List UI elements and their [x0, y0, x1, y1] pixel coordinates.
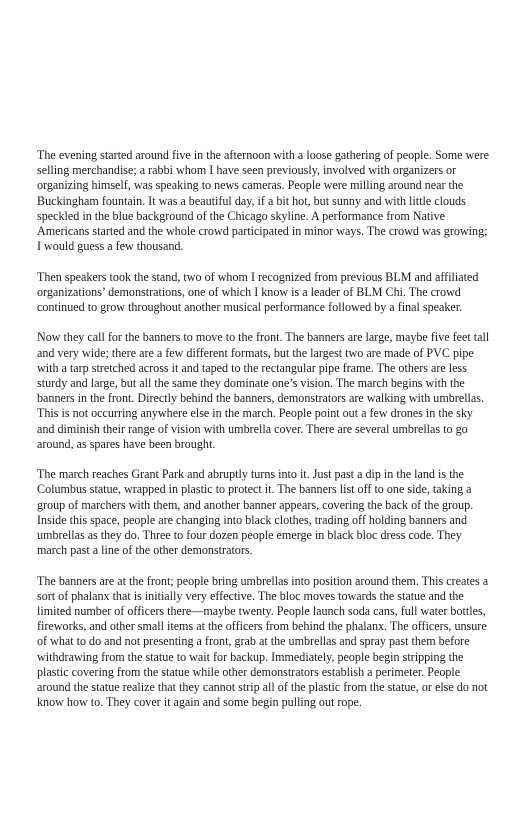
paragraph-5: The banners are at the front; people bring umbrellas into position around them. This creates a sort of phalanx that is initially very effective. The bloc moves towards the statue and the limited number of officers there—maybe twenty. People launch soda cans, full water bottles, fireworks, and other small items at the officers from behind the phalanx. The officers, unsure of what to do and not presenting a front, grab at the umbrellas and spray past them before withdrawing from the statue to wait for backup. Immediately, people begin stripping the plastic covering from the statue while other demonstrators establish a perimeter. People around the statue realize that they cannot strip all of the plastic from the statue, or else do not know how to. They cover it again and some begin pulling out rope. [37, 573, 489, 710]
paragraph-3: Now they call for the banners to move to the front. The banners are large, maybe five feet tall and very wide; there are a few different formats, but the largest two are made of PVC pipe with a tarp stretched across it and taped to the rectangular pipe frame. The others are less sturdy and large, but all the same they dominate one’s vision. The march begins with the banners in the front. Directly behind the banners, demonstrators are walking with umbrellas. This is not occurring anywhere else in the march. People point out a few drones in the sky and diminish their range of vision with umbrella cover. There are several umbrellas to go around, as spares have been brought. [37, 330, 490, 451]
paragraph-2: Then speakers took the stand, two of whom I recognized from previous BLM and affiliated organizations’ demonstrations, one of which I know is a leader of BLM Chi. The crowd continued to grow throughout another musical performance followed by a final speaker. [37, 269, 479, 315]
paragraph-1: The evening started around five in the afternoon with a loose gathering of people. Some were selling merchandise; a rabbi whom I have seen previously, involved with organizers or organizing himself, was speaking to news cameras. People were milling around near the Buckingham fountain. It was a beautiful day, if a bit hot, but sunny and with little clouds speckled in the blue background of the Chicago skyline. A performance from Native Americans started and the whole crowd participated in minor ways. The crowd was growing; I would guess a few thousand. [37, 148, 490, 254]
paragraph-4: The march reaches Grant Park and abruptly turns into it. Just past a dip in the land is the Columbus statue, wrapped in plastic to protect it. The banners list off to one side, taking a group of marchers with them, and another banner appears, covering the back of the group. Inside this space, people are changing into black clothes, trading off holding banners and umbrellas as they do. Three to four dozen people emerge in black bloc dress code. They march past a line of the other demonstrators. [37, 467, 474, 558]
document-body [37, 148, 493, 726]
